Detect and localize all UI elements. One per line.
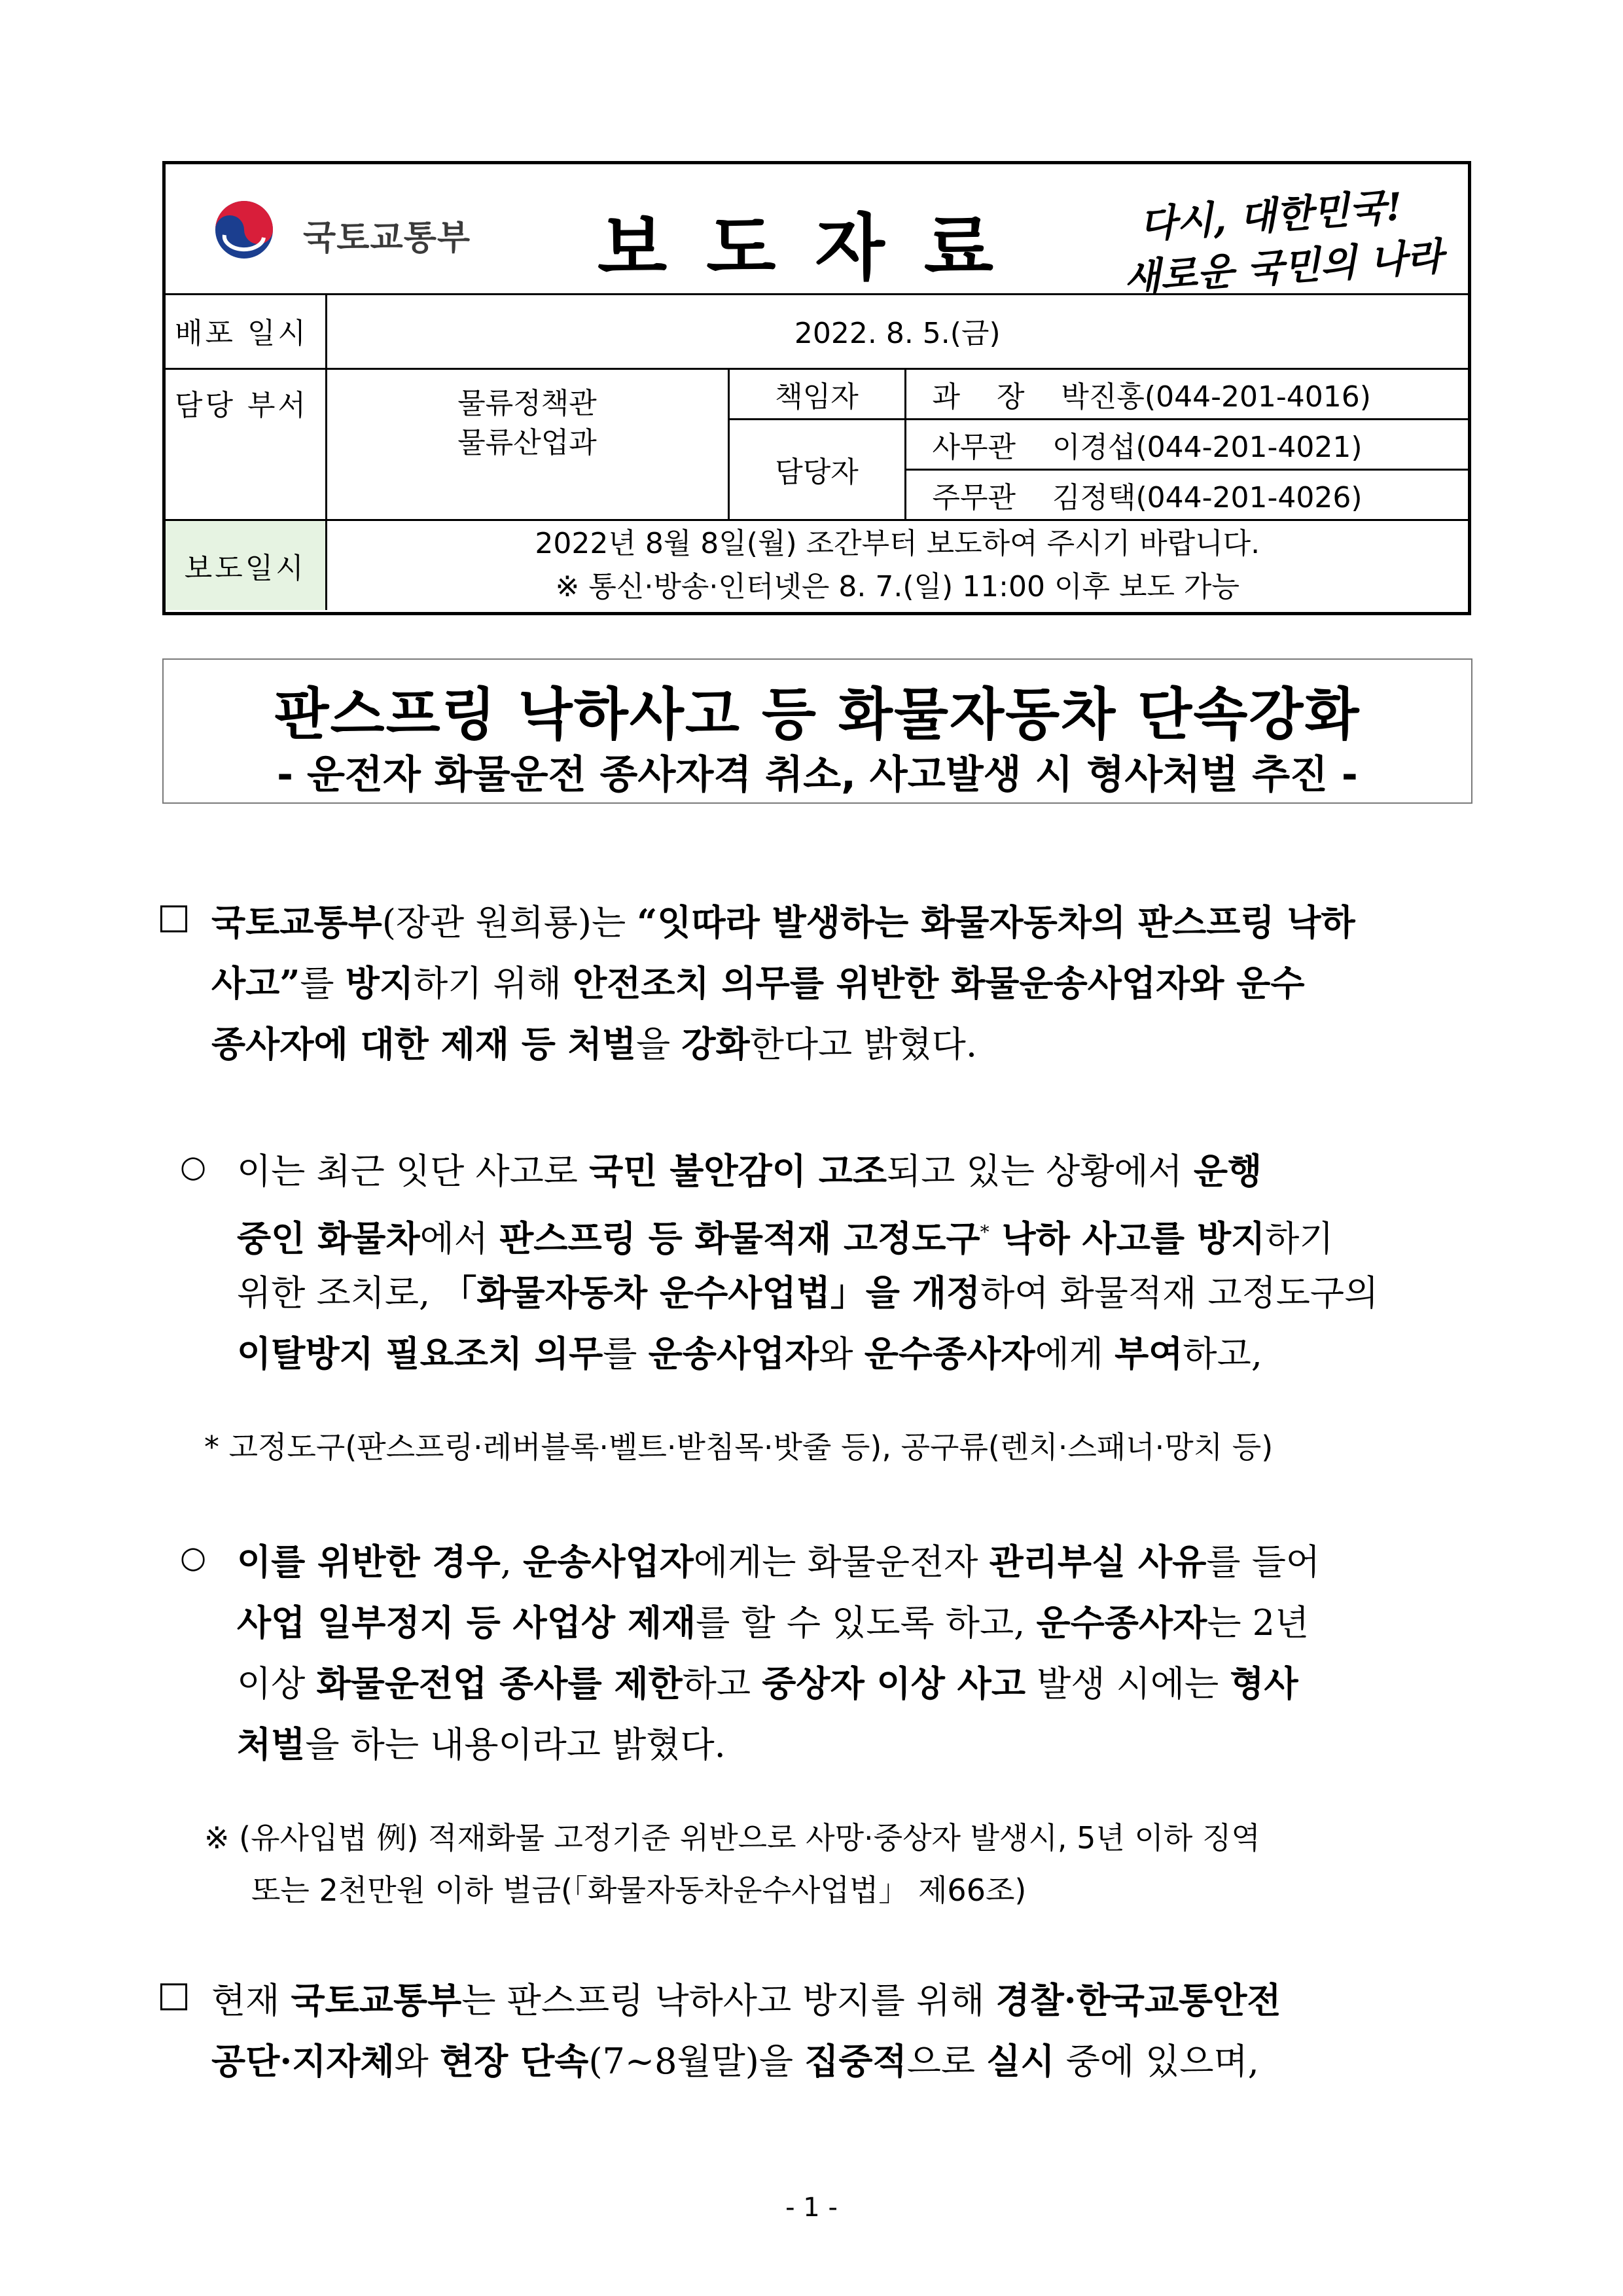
text-line <box>211 1014 1355 1075</box>
contact-row <box>905 469 1468 520</box>
footnote-marker: * <box>980 1221 990 1243</box>
ministry-name: 국토교통부 <box>303 219 471 258</box>
text: 는 2년 <box>1207 1602 1310 1643</box>
text: 위한 조치로, <box>237 1272 442 1314</box>
contact-row <box>905 419 1468 469</box>
text: 에게는 화물운전자 <box>693 1541 990 1583</box>
contact-name: 박진홍(044-201-4016) <box>1061 380 1371 414</box>
text-bold: 운행 <box>1193 1150 1262 1192</box>
text-bold: 경찰·한국교통안전 <box>995 1979 1281 2021</box>
footnote-similar-law-line-2: 또는 2천만원 이하 벌금(「화물자동차운수사업법」 제66조) <box>251 1873 1027 1908</box>
text-line <box>211 953 1355 1014</box>
text: 를 <box>300 963 346 1004</box>
taegeuk-logo-icon <box>205 197 283 262</box>
text: 와 <box>819 1333 865 1374</box>
square-bullet: □ <box>157 895 191 937</box>
contact-name: 김정택(044-201-4026) <box>1052 480 1363 514</box>
release-info-table <box>166 293 1468 610</box>
square-bullet: □ <box>157 1973 191 2015</box>
text-bold: 운수종사자 <box>864 1333 1035 1374</box>
text: 이상 <box>237 1663 317 1704</box>
staff-label: 담당자 <box>728 419 905 520</box>
release-date-label: 배포 일시 <box>166 293 326 368</box>
text: 중에 있으며, <box>1054 2041 1259 2082</box>
text-line <box>237 1714 1320 1775</box>
release-date-value: 2022. 8. 5.(금) <box>326 293 1468 368</box>
government-slogan <box>1118 166 1452 300</box>
footnote-tools: * 고정도구(판스프링·레버블록·벨트·받침목·밧줄 등), 공구류(렌치·스패너·망치 등) <box>204 1429 1274 1465</box>
text-bold: 사업 일부정지 등 사업상 제재 <box>237 1602 696 1643</box>
text-bold: 이를 위반한 경우 <box>237 1541 501 1583</box>
text-bold: “잇따라 발생하는 화물자동차의 판스프링 낙하 <box>637 901 1355 943</box>
text-bold: 공단·지자체 <box>211 2040 395 2082</box>
department-label: 담당 부서 <box>166 368 326 520</box>
text: 이는 최근 잇단 사고로 <box>237 1151 590 1192</box>
text-line <box>237 1323 1378 1384</box>
text-line <box>211 2031 1281 2092</box>
text-bold: 중인 화물차 <box>237 1217 420 1259</box>
text-bold: 사고” <box>211 962 300 1004</box>
department-value <box>326 368 728 520</box>
text: 하기 <box>1265 1218 1334 1259</box>
text: 을 하는 내용이라고 밝혔다. <box>305 1724 726 1765</box>
text-bold: 낙하 사고를 방지 <box>989 1217 1266 1259</box>
text-line <box>211 892 1355 953</box>
text-bold: 관리부실 사유 <box>989 1541 1207 1583</box>
document-type-title: 보도자료 <box>597 206 1033 290</box>
footnote-similar-law-line-1: ※ (유사입법 例) 적재화물 고정기준 위반으로 사망·중상자 발생시, 5년 이하 징역 <box>204 1820 1260 1856</box>
text-bold: 처벌 <box>237 1723 306 1765</box>
contact-row <box>905 368 1468 419</box>
responsible-label: 책임자 <box>728 368 905 419</box>
text: 한다고 밝혔다. <box>749 1024 978 1065</box>
department-line-2: 물류산업과 <box>457 425 597 459</box>
text-line <box>237 1141 1378 1202</box>
text-bold: 운송사업자 <box>648 1333 819 1374</box>
embargo-value <box>326 520 1468 610</box>
text-bold: 「화물자동차 운수사업법」을 개정 <box>441 1272 981 1314</box>
contact-title: 주무관 <box>932 480 1016 514</box>
text: 하고, <box>1183 1333 1262 1374</box>
main-headline: 판스프링 낙하사고 등 화물자동차 단속강화 <box>274 682 1361 747</box>
text-bold: 안전조치 의무를 위반한 화물운송사업자와 운수 <box>573 962 1305 1004</box>
text: 를 할 수 있도록 하고, <box>696 1602 1037 1643</box>
text: 를 <box>603 1333 649 1374</box>
text-line <box>237 1202 1378 1263</box>
circle-bullet: ○ <box>180 1539 207 1575</box>
text-line <box>237 1653 1320 1714</box>
text: 는 판스프링 낙하사고 방지를 위해 <box>461 1980 996 2021</box>
embargo-label: 보도일시 <box>166 520 326 610</box>
text: 으로 <box>906 2041 987 2082</box>
contact-title: 사무관 <box>932 430 1016 464</box>
text-bold: 운송사업자 <box>523 1541 694 1583</box>
text: 하기 위해 <box>414 963 573 1004</box>
text-bold: 중상자 이상 사고 <box>762 1662 1026 1704</box>
circle-bullet: ○ <box>180 1149 207 1184</box>
text: 을 <box>636 1024 682 1065</box>
paragraph-2 <box>237 1141 1378 1384</box>
page-number: - 1 - <box>785 2193 838 2223</box>
header-banner <box>166 164 1468 301</box>
text-bold: 국민 불안감이 고조 <box>589 1150 887 1192</box>
text-bold: 국토교통부 <box>291 1979 462 2021</box>
slogan-line-1: 다시, 대한민국! <box>1138 184 1404 247</box>
text: 에게 <box>1035 1333 1115 1374</box>
text: 에서 <box>419 1218 500 1259</box>
text-bold: 강화 <box>681 1023 750 1065</box>
text: (7~8월말)을 <box>588 2041 805 2082</box>
press-release-header <box>162 161 1471 615</box>
text-bold: 부여 <box>1115 1333 1183 1374</box>
text-bold: 화물운전업 종사를 제한 <box>316 1662 683 1704</box>
text-bold: 현장 단속 <box>439 2040 589 2082</box>
text-bold: 국토교통부 <box>211 901 382 943</box>
embargo-line-2: ※ 통신·방송·인터넷은 8. 7.(일) 11:00 이후 보도 가능 <box>555 569 1240 603</box>
text: 와 <box>394 2041 440 2082</box>
text-bold: 방지 <box>345 962 414 1004</box>
text: , <box>500 1541 524 1583</box>
text: (장관 원희룡)는 <box>382 902 637 943</box>
paragraph-3 <box>237 1532 1320 1775</box>
slogan-line-2: 새로운 국민의 나라 <box>1122 234 1445 301</box>
contact-name: 이경섭(044-201-4021) <box>1052 430 1363 464</box>
contact-title: 과 장 <box>932 380 1025 414</box>
paragraph-4 <box>211 1970 1281 2092</box>
text-line <box>211 1970 1281 2031</box>
department-line-1: 물류정책관 <box>457 386 597 420</box>
text-line <box>237 1532 1320 1592</box>
headline-box <box>162 658 1472 804</box>
embargo-line-1: 2022년 8월 8일(월) 조간부터 보도하여 주시기 바랍니다. <box>535 526 1260 560</box>
text-bold: 판스프링 등 화물적재 고정도구 <box>499 1217 980 1259</box>
text: 하고 <box>682 1663 762 1704</box>
text-line <box>237 1592 1320 1653</box>
text-bold: 이탈방지 필요조치 의무 <box>237 1333 603 1374</box>
text-bold: 종사자에 대한 제재 등 처벌 <box>211 1023 637 1065</box>
text-bold: 형사 <box>1230 1662 1298 1704</box>
paragraph-1 <box>211 892 1355 1075</box>
text-bold: 집중적 <box>804 2040 907 2082</box>
text: 되고 있는 상황에서 <box>887 1151 1194 1192</box>
sub-headline: - 운전자 화물운전 종사자격 취소, 사고발생 시 형사처벌 추진 - <box>277 752 1358 798</box>
text: 하여 화물적재 고정도구의 <box>980 1272 1379 1314</box>
text: 발생 시에는 <box>1026 1663 1230 1704</box>
text: 현재 <box>211 1980 291 2021</box>
text-bold: 운수종사자 <box>1036 1602 1207 1643</box>
text-line <box>237 1263 1378 1323</box>
text-bold: 실시 <box>986 2040 1055 2082</box>
text: 를 들어 <box>1206 1541 1321 1583</box>
